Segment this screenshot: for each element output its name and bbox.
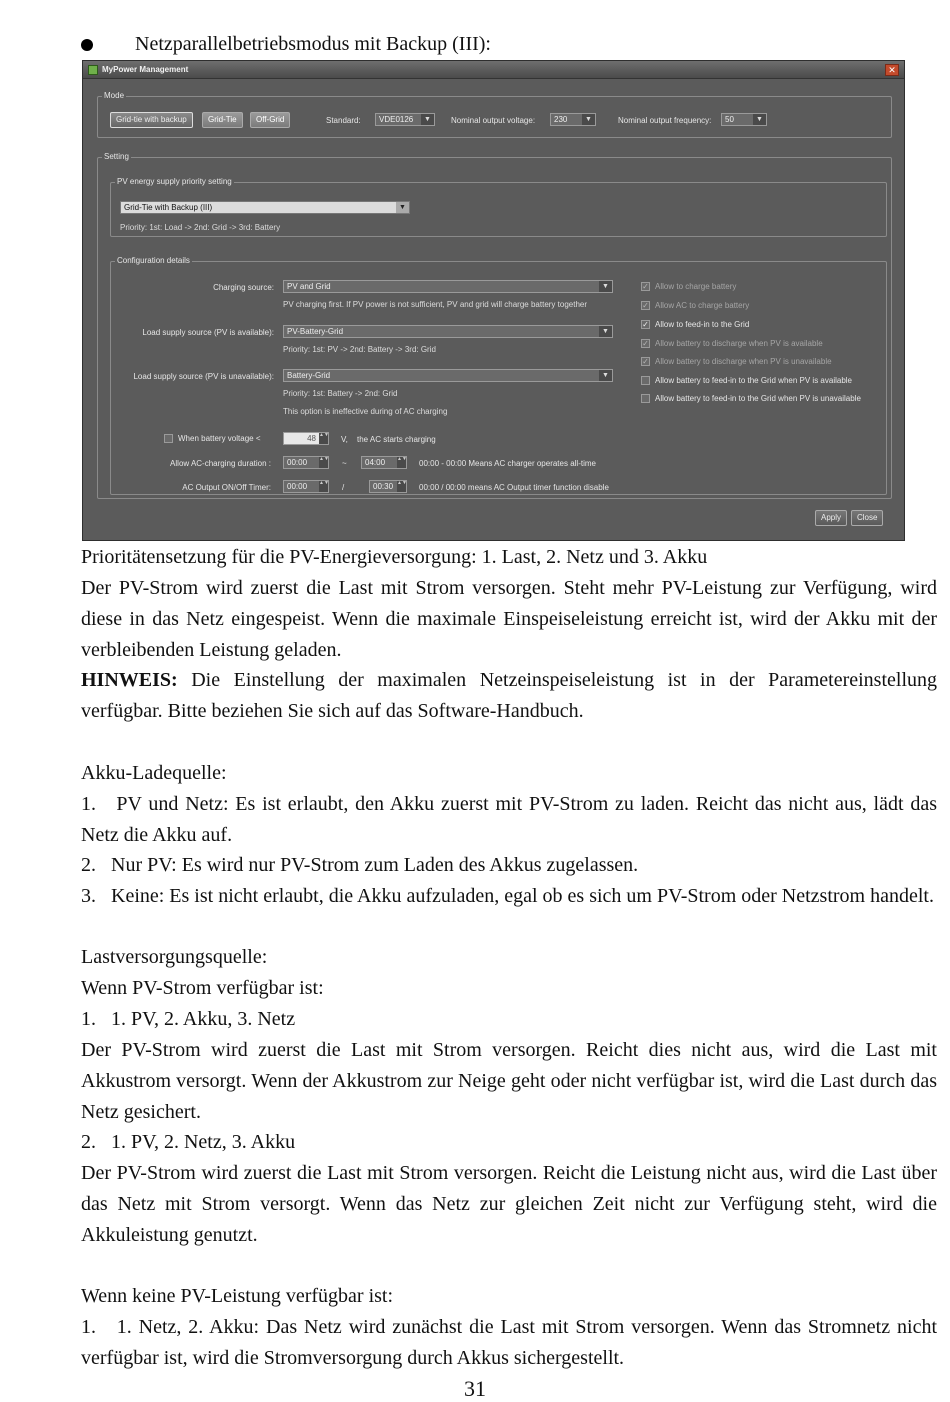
- checkbox-empty-icon: [641, 394, 650, 403]
- pv-item-2: 2. 1. PV, 2. Netz, 3. Akku: [81, 1131, 296, 1153]
- pv-priority-value: Grid-Tie with Backup (III): [124, 203, 213, 212]
- ac-timer-note: 00:00 / 00:00 means AC Output timer function disable: [419, 483, 609, 492]
- close-icon[interactable]: ✕: [885, 64, 899, 76]
- ac-timer-to-value: 00:30: [373, 482, 394, 491]
- pv-item-1-text: Der PV-Strom wird zuerst die Last mit Strom versorgen. Reicht dies nicht aus, wird die Last mit Akkustrom versorgt. Wenn der Akkustrom zur Neige geht oder nicht verfügbar ist, wird die Last durch das Netz gesichert.: [81, 1039, 937, 1123]
- chevron-down-icon: ▼: [582, 114, 595, 125]
- allow-discharge-pv-available-label: Allow battery to discharge when PV is available: [655, 339, 823, 348]
- mode-off-grid-button[interactable]: Off-Grid: [250, 112, 290, 128]
- pv-available-heading: Wenn PV-Strom verfügbar ist:: [81, 977, 324, 999]
- chevron-down-icon: ▼: [599, 281, 612, 292]
- ac-duration-to-value: 04:00: [365, 458, 386, 467]
- allow-battery-feed-in-pv-unavailable-label: Allow battery to feed-in to the Grid when PV is unavailable: [655, 394, 861, 403]
- spinner-arrows-icon[interactable]: ▲▼: [319, 481, 328, 492]
- standard-select[interactable]: [375, 113, 435, 126]
- page-number: 31: [464, 1376, 486, 1401]
- akku-item-3: 3. Keine: Es ist nicht erlaubt, die Akku aufzuladen, egal ob es sich um PV-Strom oder Netzstrom handelt.: [81, 885, 934, 907]
- checkbox-check-icon: ✓: [642, 282, 649, 291]
- spinner-arrows-icon[interactable]: ▲▼: [319, 433, 328, 444]
- section-heading-text: Netzparallelbetriebsmodus mit Backup (III):: [135, 33, 491, 55]
- chevron-down-icon: ▼: [599, 370, 612, 381]
- allow-feed-in-grid-label: Allow to feed-in to the Grid: [655, 320, 750, 329]
- spinner-arrows-icon[interactable]: ▲▼: [397, 481, 406, 492]
- ac-duration-from-input[interactable]: [283, 456, 329, 469]
- no-pv-heading: Wenn keine PV-Leistung verfügbar ist:: [81, 1285, 394, 1307]
- chevron-down-icon: ▼: [396, 202, 409, 213]
- bullet-icon: [81, 39, 93, 51]
- spinner-arrows-icon[interactable]: ▲▼: [397, 457, 406, 468]
- ac-timer-to-input[interactable]: [369, 480, 407, 493]
- hinweis-label: HINWEIS:: [81, 669, 178, 691]
- standard-value: VDE0126: [379, 115, 414, 124]
- akku-heading: Akku-Ladequelle:: [81, 762, 227, 784]
- chevron-down-icon: ▼: [753, 114, 766, 125]
- close-button[interactable]: Close: [851, 510, 883, 526]
- pv-item-1: 1. 1. PV, 2. Akku, 3. Netz: [81, 1008, 296, 1030]
- load-pv-unavailable-select[interactable]: [283, 369, 613, 382]
- allow-discharge-pv-available-checkbox[interactable]: [641, 339, 823, 348]
- ac-duration-separator: ~: [342, 459, 347, 468]
- checkbox-empty-icon: [164, 434, 173, 443]
- battery-voltage-unit: V,: [341, 435, 348, 444]
- checkbox-check-icon: ✓: [642, 357, 649, 366]
- mode-group-label: Mode: [104, 91, 125, 100]
- apply-button[interactable]: Apply: [815, 510, 847, 526]
- ac-charging-ineffective-note: This option is ineffective during of AC charging: [283, 407, 448, 416]
- load-pv-available-note: Priority: 1st: PV -> 2nd: Battery -> 3rd: Grid: [283, 345, 436, 354]
- pv-priority-note: Priority: 1st: Load -> 2nd: Grid -> 3rd: Battery: [120, 223, 281, 232]
- pv-flow-paragraph: Der PV-Strom wird zuerst die Last mit Strom versorgen. Steht mehr PV-Leistung zur Verfügung, wird diese in das Netz eingespeist. Wenn die maximale Einspeiseleistung erreicht ist, wird der Akku mit der verbleibenden Leistung geladen.: [81, 577, 937, 661]
- charging-source-note: PV charging first. If PV power is not sufficient, PV and grid will charge battery together: [283, 300, 588, 309]
- battery-voltage-value: 48: [307, 434, 316, 443]
- nominal-freq-select[interactable]: [721, 113, 767, 126]
- allow-charge-battery-label: Allow to charge battery: [655, 282, 737, 291]
- akku-item-2: 2. Nur PV: Es wird nur PV-Strom zum Laden des Akkus zugelassen.: [81, 854, 639, 876]
- ac-timer-separator: /: [342, 483, 345, 492]
- hinweis-paragraph: [81, 665, 937, 727]
- battery-voltage-label: When battery voltage <: [178, 434, 261, 443]
- app-icon: [88, 65, 98, 75]
- config-details-group: [110, 256, 887, 495]
- pv-item-2-text: Der PV-Strom wird zuerst die Last mit Strom versorgen. Reicht die Leistung nicht aus, wird die Last über das Netz mit Strom versorgt. Wenn das Netz zur gleichen Zeit nicht zur Verfügung steht, wird die Akkuleistung genutzt.: [81, 1162, 937, 1246]
- pv-priority-group: [110, 177, 887, 237]
- allow-discharge-pv-unavailable-label: Allow battery to discharge when PV is unavailable: [655, 357, 832, 366]
- ac-duration-label: Allow AC-charging duration :: [170, 459, 271, 468]
- dialog-titlebar: [83, 61, 904, 79]
- load-pv-unavailable-value: Battery-Grid: [287, 371, 331, 380]
- allow-feed-in-grid-checkbox[interactable]: [641, 320, 749, 329]
- mypower-dialog-screenshot: [82, 60, 905, 541]
- checkbox-check-icon: ✓: [642, 301, 649, 310]
- nominal-voltage-label: Nominal output voltage:: [451, 116, 536, 125]
- allow-battery-feed-in-pv-unavailable-checkbox[interactable]: [641, 394, 861, 403]
- charging-source-label: Charging source:: [213, 283, 274, 292]
- allow-charge-battery-checkbox[interactable]: [641, 282, 736, 291]
- allow-ac-charge-battery-label: Allow AC to charge battery: [655, 301, 750, 310]
- load-pv-available-label: Load supply source (PV is available):: [142, 328, 274, 337]
- checkbox-check-icon: ✓: [642, 320, 649, 329]
- hinweis-text: Die Einstellung der maximalen Netzeinspeiseleistung ist in der Parametereinstellung verfügbar. Bitte beziehen Sie sich auf das Software-Handbuch.: [81, 669, 937, 722]
- chevron-down-icon: ▼: [599, 326, 612, 337]
- section-heading: [81, 33, 491, 56]
- pv-priority-select[interactable]: [120, 201, 410, 214]
- spinner-arrows-icon[interactable]: ▲▼: [319, 457, 328, 468]
- allow-discharge-pv-unavailable-checkbox[interactable]: [641, 357, 832, 366]
- akku-item-1: 1. PV und Netz: Es ist erlaubt, den Akku zuerst mit PV-Strom zu laden. Reicht das nicht aus, lädt das Netz die Akku auf.: [81, 793, 937, 846]
- checkbox-empty-icon: [641, 376, 650, 385]
- config-details-group-label: Configuration details: [117, 256, 190, 265]
- pv-priority-group-label: PV energy supply priority setting: [117, 177, 232, 186]
- nominal-freq-label: Nominal output frequency:: [618, 116, 712, 125]
- setting-group-label: Setting: [104, 152, 129, 161]
- load-pv-unavailable-label: Load supply source (PV is unavailable):: [133, 372, 274, 381]
- nominal-voltage-value: 230: [554, 115, 568, 124]
- battery-voltage-checkbox[interactable]: [164, 434, 261, 443]
- mode-grid-tie-backup-button[interactable]: Grid-tie with backup: [110, 112, 193, 128]
- ac-duration-note: 00:00 - 00:00 Means AC charger operates all-time: [419, 459, 596, 468]
- mode-grid-tie-button[interactable]: Grid-Tie: [202, 112, 243, 128]
- ac-duration-to-input[interactable]: [361, 456, 407, 469]
- ac-timer-from-value: 00:00: [287, 482, 308, 491]
- last-heading: Lastversorgungsquelle:: [81, 946, 268, 968]
- nominal-freq-value: 50: [725, 115, 734, 124]
- checkbox-check-icon: ✓: [642, 339, 649, 348]
- allow-ac-charge-battery-checkbox[interactable]: [641, 301, 749, 310]
- allow-battery-feed-in-pv-available-label: Allow battery to feed-in to the Grid when PV is available: [655, 376, 852, 385]
- charging-source-select[interactable]: [283, 280, 613, 293]
- ac-duration-from-value: 00:00: [287, 458, 308, 467]
- standard-label: Standard:: [326, 116, 361, 125]
- nominal-voltage-select[interactable]: [550, 113, 596, 126]
- chevron-down-icon: ▼: [421, 114, 434, 125]
- load-pv-available-value: PV-Battery-Grid: [287, 327, 344, 336]
- battery-voltage-note: the AC starts charging: [357, 435, 436, 444]
- mode-group: [97, 91, 892, 138]
- allow-battery-feed-in-pv-available-checkbox[interactable]: [641, 376, 852, 385]
- battery-voltage-input[interactable]: [283, 432, 329, 445]
- load-pv-available-select[interactable]: [283, 325, 613, 338]
- dialog-title: MyPower Management: [102, 65, 189, 74]
- priority-line: Prioritätensetzung für die PV-Energieversorgung: 1. Last, 2. Netz und 3. Akku: [81, 546, 708, 568]
- load-pv-unavailable-note: Priority: 1st: Battery -> 2nd: Grid: [283, 389, 398, 398]
- setting-group: [97, 152, 892, 499]
- charging-source-value: PV and Grid: [287, 282, 331, 291]
- ac-timer-from-input[interactable]: [283, 480, 329, 493]
- no-pv-item-1: 1. 1. Netz, 2. Akku: Das Netz wird zunächst die Last mit Strom versorgen. Wenn das Stromnetz nicht verfügbar ist, wird die Stromversorgung durch Akkus sichergestellt.: [81, 1316, 937, 1369]
- ac-timer-label: AC Output ON/Off Timer:: [182, 483, 271, 492]
